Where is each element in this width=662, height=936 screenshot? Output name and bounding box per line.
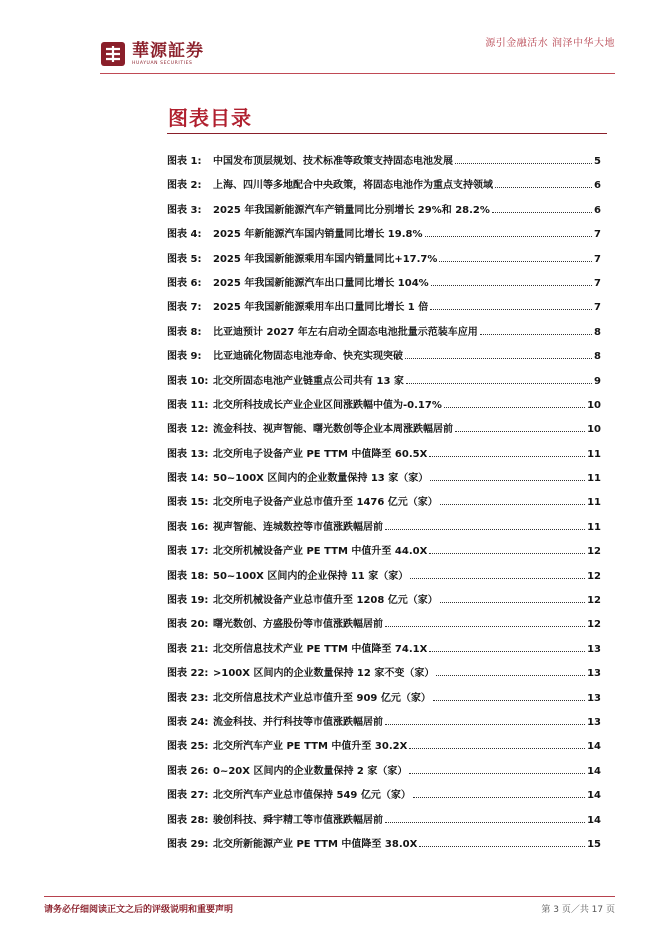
- toc-entry-title: >100X 区间内的企业数量保持 12 家不变（家）: [213, 668, 435, 680]
- toc-entry[interactable]: [167, 469, 601, 493]
- toc-entry-title: 曙光数创、方盛股份等市值涨跌幅居前: [213, 619, 383, 631]
- toc-dot-leader: [430, 480, 585, 481]
- toc-entry-title: 2025 年我国新能源汽车出口量同比增长 104%: [213, 277, 429, 289]
- toc-entry-label: 图表 23:: [167, 692, 209, 704]
- toc-entry[interactable]: [167, 298, 601, 322]
- toc-dot-leader: [444, 407, 585, 408]
- toc-entry[interactable]: [167, 664, 601, 688]
- toc-dot-leader: [440, 504, 585, 505]
- toc-dot-leader: [409, 748, 585, 749]
- toc-dot-leader: [429, 456, 585, 457]
- toc-entry-label: 图表 24:: [167, 716, 209, 728]
- toc-dot-leader: [429, 651, 585, 652]
- toc-entry-page: 7: [594, 277, 601, 289]
- toc-entry-label: 图表 7:: [167, 302, 202, 314]
- toc-dot-leader: [385, 724, 585, 725]
- toc-dot-leader: [440, 602, 585, 603]
- toc-dot-leader: [405, 358, 592, 359]
- table-of-figures: [167, 152, 601, 859]
- toc-entry-title: 北交所固态电池产业链重点公司共有 13 家: [213, 375, 404, 387]
- toc-entry[interactable]: [167, 835, 601, 859]
- toc-dot-leader: [455, 163, 592, 164]
- toc-entry-page: 7: [594, 253, 601, 265]
- toc-entry[interactable]: [167, 518, 601, 542]
- toc-entry-label: 图表 17:: [167, 546, 209, 558]
- toc-entry-title: 北交所电子设备产业 PE TTM 中值降至 60.5X: [213, 448, 428, 460]
- toc-entry-label: 图表 1:: [167, 156, 202, 167]
- toc-entry-page: 11: [587, 521, 601, 533]
- toc-entry[interactable]: [167, 445, 601, 469]
- toc-dot-leader: [455, 431, 585, 432]
- toc-dot-leader: [410, 578, 585, 579]
- toc-entry-page: 8: [594, 326, 601, 338]
- toc-entry-title: 比亚迪预计 2027 年左右启动全固态电池批量示范装车应用: [213, 326, 478, 338]
- brand-name-en: HUAYUAN SECURITIES: [132, 60, 193, 66]
- toc-dot-leader: [433, 700, 585, 701]
- toc-dot-leader: [385, 626, 585, 627]
- toc-entry-title: 北交所科技成长产业企业区间涨跌幅中值为-0.17%: [213, 399, 442, 411]
- toc-entry-page: 10: [587, 399, 601, 411]
- toc-entry-page: 6: [594, 204, 601, 216]
- toc-entry-page: 14: [587, 814, 601, 826]
- toc-dot-leader: [436, 675, 585, 676]
- toc-entry-title: 上海、四川等多地配合中央政策，将固态电池作为重点支持领域: [213, 180, 493, 192]
- brand-mark-icon: [100, 41, 126, 67]
- toc-entry-label: 图表 3:: [167, 204, 202, 216]
- toc-entry[interactable]: [167, 689, 601, 713]
- toc-entry[interactable]: [167, 567, 601, 591]
- toc-entry-title: 流金科技、视声智能、曙光数创等企业本周涨跌幅居前: [213, 424, 453, 436]
- toc-entry-title: 2025 年我国新能源乘用车出口量同比增长 1 倍: [213, 302, 429, 314]
- toc-dot-leader: [413, 797, 585, 798]
- toc-entry-page: 7: [594, 229, 601, 241]
- toc-entry-title: 北交所信息技术产业总市值升至 909 亿元（家）: [213, 692, 431, 704]
- toc-entry[interactable]: [167, 737, 601, 761]
- toc-entry-label: 图表 10:: [167, 375, 209, 387]
- toc-entry-label: 图表 16:: [167, 521, 209, 533]
- toc-entry-title: 视声智能、连城数控等市值涨跌幅居前: [213, 521, 383, 533]
- toc-entry-label: 图表 15:: [167, 497, 209, 509]
- toc-entry-page: 11: [587, 473, 601, 485]
- toc-dot-leader: [439, 261, 592, 262]
- toc-entry[interactable]: [167, 811, 601, 835]
- toc-dot-leader: [480, 334, 592, 335]
- toc-entry-label: 图表 18:: [167, 570, 209, 582]
- header-slogan: 源引金融活水 润泽中华大地: [485, 38, 615, 49]
- toc-dot-leader: [385, 529, 585, 530]
- toc-entry-page: 13: [587, 668, 601, 680]
- toc-entry-page: 5: [594, 156, 601, 167]
- toc-entry-label: 图表 14:: [167, 473, 209, 485]
- toc-entry-page: 15: [587, 838, 601, 850]
- toc-entry[interactable]: [167, 591, 601, 615]
- toc-entry-label: 图表 25:: [167, 741, 209, 753]
- toc-dot-leader: [406, 383, 592, 384]
- toc-entry-label: 图表 5:: [167, 253, 202, 265]
- toc-entry-label: 图表 29:: [167, 838, 209, 850]
- toc-entry[interactable]: [167, 762, 601, 786]
- toc-dot-leader: [492, 212, 592, 213]
- toc-entry-title: 比亚迪硫化物固态电池寿命、快充实现突破: [213, 351, 403, 363]
- toc-entry-page: 13: [587, 716, 601, 728]
- toc-entry-title: 2025 年我国新能源乘用车国内销量同比+17.7%: [213, 253, 438, 265]
- toc-entry-title: 0~20X 区间内的企业数量保持 2 家（家）: [213, 765, 408, 777]
- page-number: 第 3 页／共 17 页: [541, 905, 615, 915]
- toc-entry-label: 图表 21:: [167, 643, 209, 655]
- toc-entry-label: 图表 13:: [167, 448, 209, 460]
- toc-entry-title: 北交所信息技术产业 PE TTM 中值降至 74.1X: [213, 643, 428, 655]
- toc-entry-title: 北交所汽车产业 PE TTM 中值升至 30.2X: [213, 741, 408, 753]
- toc-entry[interactable]: [167, 347, 601, 371]
- toc-dot-leader: [425, 236, 593, 237]
- toc-entry-title: 北交所汽车产业总市值保持 549 亿元（家）: [213, 790, 411, 802]
- footer-disclaimer[interactable]: 请务必仔细阅读正文之后的评级说明和重要声明: [44, 905, 234, 915]
- toc-entry-label: 图表 4:: [167, 229, 202, 241]
- toc-entry[interactable]: [167, 640, 601, 664]
- toc-entry[interactable]: [167, 225, 601, 249]
- toc-dot-leader: [385, 822, 585, 823]
- toc-entry-label: 图表 20:: [167, 619, 209, 631]
- toc-entry-title: 北交所新能源产业 PE TTM 中值降至 38.0X: [213, 838, 418, 850]
- toc-entry-label: 图表 6:: [167, 277, 202, 289]
- toc-entry-title: 北交所机械设备产业 PE TTM 中值升至 44.0X: [213, 546, 428, 558]
- title-divider: [167, 133, 607, 134]
- toc-dot-leader: [431, 285, 592, 286]
- toc-entry-page: 13: [587, 692, 601, 704]
- toc-entry-page: 13: [587, 643, 601, 655]
- toc-dot-leader: [409, 773, 585, 774]
- toc-entry-label: 图表 2:: [167, 180, 202, 192]
- toc-dot-leader: [430, 309, 592, 310]
- toc-entry[interactable]: [167, 396, 601, 420]
- toc-entry[interactable]: [167, 250, 601, 274]
- brand-logo: [100, 38, 204, 70]
- toc-entry-page: 10: [587, 424, 601, 436]
- toc-entry-page: 14: [587, 741, 601, 753]
- toc-entry[interactable]: [167, 152, 601, 176]
- toc-entry[interactable]: [167, 176, 601, 200]
- toc-entry-label: 图表 27:: [167, 790, 209, 802]
- toc-entry-page: 12: [587, 595, 601, 607]
- toc-entry-label: 图表 26:: [167, 765, 209, 777]
- toc-entry-title: 北交所电子设备产业总市值升至 1476 亿元（家）: [213, 497, 438, 509]
- toc-entry-title: 中国发布顶层规划、技术标准等政策支持固态电池发展: [213, 156, 453, 167]
- toc-entry-page: 7: [594, 302, 601, 314]
- toc-entry-label: 图表 9:: [167, 351, 202, 363]
- toc-entry-page: 12: [587, 546, 601, 558]
- page-title: 图表目录: [168, 106, 252, 130]
- toc-entry[interactable]: [167, 274, 601, 298]
- toc-entry[interactable]: [167, 493, 601, 517]
- toc-entry-title: 2025 年我国新能源汽车产销量同比分别增长 29%和 28.2%: [213, 204, 490, 216]
- header-divider: [100, 73, 615, 74]
- toc-entry[interactable]: [167, 372, 601, 396]
- toc-dot-leader: [495, 187, 592, 188]
- toc-entry-label: 图表 22:: [167, 668, 209, 680]
- brand-name-cn: 華源証券: [132, 40, 204, 61]
- toc-entry-label: 图表 28:: [167, 814, 209, 826]
- toc-dot-leader: [429, 553, 585, 554]
- toc-entry-page: 12: [587, 570, 601, 582]
- toc-entry-page: 11: [587, 448, 601, 460]
- toc-entry-page: 6: [594, 180, 601, 192]
- toc-entry-title: 流金科技、并行科技等市值涨跌幅居前: [213, 716, 383, 728]
- toc-entry[interactable]: [167, 201, 601, 225]
- toc-entry-title: 北交所机械设备产业总市值升至 1208 亿元（家）: [213, 595, 438, 607]
- toc-entry[interactable]: [167, 542, 601, 566]
- toc-entry[interactable]: [167, 323, 601, 347]
- toc-entry-label: 图表 8:: [167, 326, 202, 338]
- toc-entry-label: 图表 19:: [167, 595, 209, 607]
- toc-entry-title: 骏创科技、舜宇精工等市值涨跌幅居前: [213, 814, 383, 826]
- toc-entry-title: 2025 年新能源汽车国内销量同比增长 19.8%: [213, 229, 423, 241]
- toc-entry-title: 50~100X 区间内的企业数量保持 13 家（家）: [213, 473, 429, 485]
- toc-entry[interactable]: [167, 420, 601, 444]
- footer-divider: [44, 896, 615, 897]
- toc-entry[interactable]: [167, 615, 601, 639]
- toc-entry-page: 14: [587, 765, 601, 777]
- toc-entry-label: 图表 12:: [167, 424, 209, 436]
- toc-entry-label: 图表 11:: [167, 399, 209, 411]
- toc-dot-leader: [419, 846, 585, 847]
- toc-entry-page: 14: [587, 790, 601, 802]
- toc-entry-page: 9: [594, 375, 601, 387]
- toc-entry-page: 8: [594, 351, 601, 363]
- toc-entry-page: 12: [587, 619, 601, 631]
- toc-entry[interactable]: [167, 713, 601, 737]
- toc-entry-title: 50~100X 区间内的企业保持 11 家（家）: [213, 570, 409, 582]
- toc-entry[interactable]: [167, 786, 601, 810]
- toc-entry-page: 11: [587, 497, 601, 509]
